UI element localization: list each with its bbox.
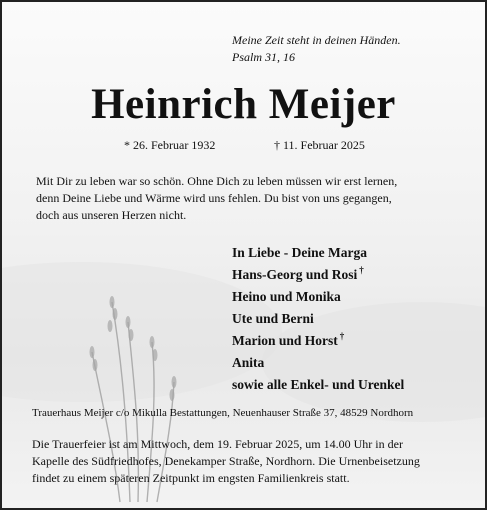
mourner-name: sowie alle Enkel- und Urenkel xyxy=(232,377,405,392)
mourner-entry xyxy=(232,281,406,303)
mourning-house-address: Trauerhaus Meijer c/o Mikulla Bestattungen, Neuenhauser Straße 37, 48529 Nordhorn xyxy=(32,407,414,419)
mourner-name: Hans-Georg und Rosi xyxy=(232,267,358,282)
mourner-entry xyxy=(232,325,406,347)
mourner-entry xyxy=(232,237,406,259)
service-line: Die Trauerfeier ist am Mittwoch, dem 19. Februar 2025, um 14.00 Uhr in der xyxy=(32,437,403,451)
deceased-mark: † xyxy=(339,331,345,341)
mourner-name: Heino und Monika xyxy=(232,289,341,304)
service-line: Kapelle des Südfriedhofes, Denekamper Straße, Nordhorn. Die Urnenbeisetzung xyxy=(32,454,420,468)
deceased-mark: † xyxy=(359,265,364,275)
mourner-name: Marion und Horst xyxy=(232,333,338,348)
service-line: findet zu einem späteren Zeitpunkt im engsten Familienkreis statt. xyxy=(32,471,350,485)
deceased-name: Heinrich Meijer xyxy=(91,81,396,128)
paragraph-line: doch aus unseren Herzen nicht. xyxy=(36,208,187,222)
quote-reference: Psalm 31, 16 xyxy=(232,50,295,64)
mourner-name: Anita xyxy=(232,355,265,370)
paragraph-line: denn Deine Liebe und Wärme wird uns fehlen. Du bist von uns gegangen, xyxy=(36,191,392,205)
mourners-list xyxy=(232,237,406,391)
paragraph-line: Mit Dir zu leben war so schön. Ohne Dich zu leben müssen wir erst lernen, xyxy=(36,174,398,188)
mourner-entry xyxy=(232,347,406,369)
psalm-quote xyxy=(232,32,401,66)
mourner-entry xyxy=(232,303,406,325)
mourner-entry xyxy=(232,369,406,391)
birth-date: * 26. Februar 1932 xyxy=(124,138,216,152)
mourner-name: In Liebe - Deine Marga xyxy=(232,245,367,260)
death-date: † 11. Februar 2025 xyxy=(274,138,365,152)
mourner-name: Ute und Berni xyxy=(232,311,314,326)
quote-line: Meine Zeit steht in deinen Händen. xyxy=(232,33,401,47)
farewell-paragraph xyxy=(36,173,456,224)
funeral-service-info xyxy=(32,436,462,487)
mourner-entry xyxy=(232,259,406,281)
